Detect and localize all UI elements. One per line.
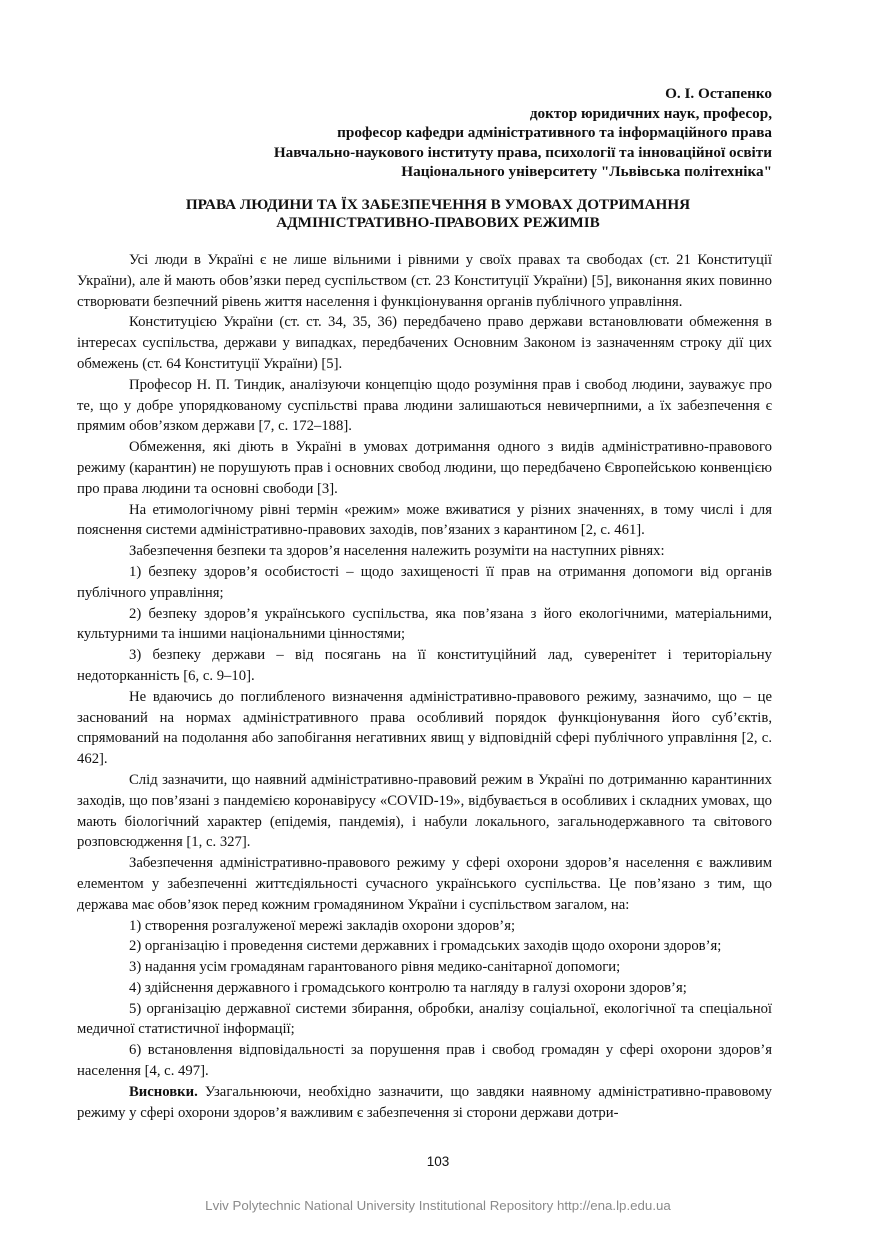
list-item: 4) здійснення державного і громадського контролю та нагляду в галузі охорони здоров’я; [129,979,687,996]
list-item: 2) організацію і проведення системи державних і громадських заходів щодо охорони здоров’я; [129,938,722,955]
body-paragraph: Забезпечення безпеки та здоров’я населення належить розуміти на наступних рівнях: [129,543,665,560]
author-university: Національного університету "Львівська політехніка" [401,163,772,181]
body-paragraph: На етимологічному рівні термін «режим» може вживатися у різних значеннях, в тому числі і для пояснення системи адміністративно-правових заходів, пов’язаних з карантином [2, с. 461]. [77,501,772,539]
article-title [90,196,786,232]
body-paragraph: Конституцією України (ст. ст. 34, 35, 36) передбачено право держави встановлювати обмеження в інтересах суспільства, держави у випадках, передбачених Основним Законом із зазначенням строку дії цих обмежень (ст. 64 Конституції України) [5]. [77,314,772,372]
list-item: 2) безпеку здоров’я українського суспільства, яка пов’язана з його екологічними, матеріальними, культурними та іншими національними цінностями; [77,605,772,643]
list-item: 1) створення розгалуженої мережі закладів охорони здоров’я; [129,917,516,934]
title-line-1: ПРАВА ЛЮДИНИ ТА ЇХ ЗАБЕЗПЕЧЕННЯ В УМОВАХ ДОТРИМАННЯ [185,196,691,213]
body-paragraph: Усі люди в Україні є не лише вільними і рівними у своїх правах та свободах (ст. 21 Конституції України), але й мають обов’язки перед суспільством (ст. 23 Конституції України) [5], виконання яких повинно створювати безпечний рівень життя населення і функціонування органів публічного управління. [77,252,772,310]
body-paragraph: Професор Н. П. Тиндик, аналізуючи концепцію щодо розуміння прав і свобод людини, зауважує про те, що у добре упорядкованому суспільстві права людини залишаються невичерпними, а їх забезпечення є прямим обов’язком держави [7, с. 172–188]. [77,376,772,435]
body-paragraph: Слід зазначити, що наявний адміністративно-правовий режим в Україні по дотриманню карантинних заходів, що пов’язані з пандемією коронавірусу «COVID-19», відбувається в особливих і складних умовах, що мають біологічний характер (епідемія, пандемія), і набули локального, загальнодержавного та світового розповсюдження [1, с. 327]. [77,771,772,851]
author-name: О. І. Остапенко [665,85,772,102]
list-item: 3) надання усім громадянам гарантованого рівня медико-санітарної допомоги; [129,959,621,976]
conclusion-text: Узагальнюючи, необхідно зазначити, що завдяки наявному адміністративно-правовому режиму у сфері охорони здоров’я важливим є забезпечення зі сторони держави дотри- [77,1083,772,1121]
body-paragraph: Забезпечення адміністративно-правового режиму у сфері охорони здоров’я населення є важливим елементом у забезпеченні життєдіяльності сучасного українського суспільства. Це пов’язано з тим, що держава має обов’язок перед кожним громадянином України і суспільством загалом, на: [77,855,772,913]
list-item: 5) організацію державної системи збирання, обробки, аналізу соціальної, екологічної та спеціальної медичної статистичної інформації; [77,1000,772,1038]
conclusion-label: Висновки. [129,1083,198,1100]
repository-footer: Lviv Polytechnic National University Institutional Repository http://ena.lp.edu.ua [205,1198,671,1213]
author-degree: доктор юридичних наук, професор, [529,104,772,122]
body-paragraph: Обмеження, які діють в Україні в умовах дотримання одного з видів адміністративно-правового режиму (карантин) не порушують прав і основних свобод людини, що передбачено Європейською конвенцією про права людини та основні свободи [3]. [77,439,772,497]
title-line-2: АДМІНІСТРАТИВНО-ПРАВОВИХ РЕЖИМІВ [276,214,600,231]
list-item: 6) встановлення відповідальності за порушення прав і свобод громадян у сфері охорони здоров’я населення [4, с. 497]. [77,1042,772,1080]
article-body [77,250,772,1123]
conclusion-paragraph [77,1082,772,1124]
list-item: 3) безпеку держави – від посягань на її конституційний лад, суверенітет і територіальну недоторканність [6, с. 9–10]. [77,647,772,684]
list-item: 1) безпеку здоров’я особистості – щодо захищеності її прав на отримання допомоги від органів публічного управління; [77,563,772,601]
author-position: професор кафедри адміністративного та інформаційного права [337,124,772,142]
page-number: 103 [426,1154,450,1169]
author-institute: Навчально-наукового інституту права, психології та інноваційної освіти [273,143,772,161]
author-block [100,84,772,182]
body-paragraph: Не вдаючись до поглибленого визначення адміністративно-правового режиму, зазначимо, що – це заснований на нормах адміністративного права особливий порядок функціонування його суб’єктів, спрямований на подолання або запобігання негативних явищ у відповідній сфері публічного управління [2, с. 462]. [77,688,772,768]
